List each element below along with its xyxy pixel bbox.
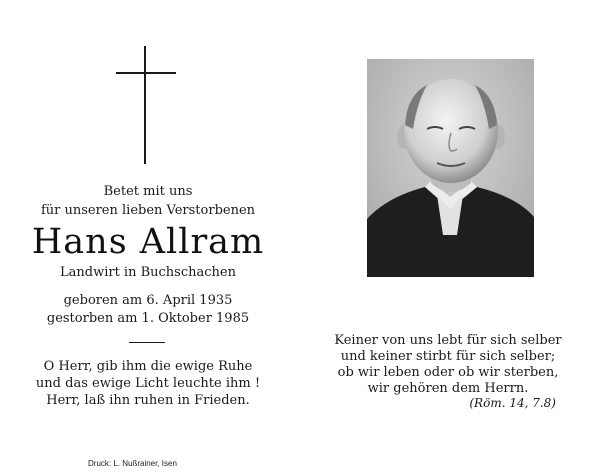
verse-reference: (Röm. 14, 7.8) [469, 396, 556, 410]
verse-line: und keiner stirbt für sich selber; [340, 349, 556, 364]
verse-line: Keiner von uns lebt für sich selber [334, 333, 562, 348]
portrait-photo [367, 59, 534, 277]
death-date: gestorben am 1. Oktober 1985 [46, 311, 250, 326]
verse-line: ob wir leben oder ob wir sterben, [337, 365, 559, 380]
prayer-line: und das ewige Licht leuchte ihm ! [35, 376, 261, 391]
prayer-line: Herr, laß ihn ruhen in Frieden. [46, 393, 250, 408]
bible-verse [330, 333, 566, 397]
pray-line: Betet mit uns [103, 184, 193, 199]
verse-line: wir gehören dem Herrn. [367, 381, 529, 396]
print-note: Druck: L. Nußrainer, Isen [88, 459, 177, 468]
pray-line: für unseren lieben Verstorbenen [40, 203, 256, 218]
birth-date: geboren am 6. April 1935 [63, 293, 233, 308]
prayer-line: O Herr, gib ihm die ewige Ruhe [43, 359, 253, 374]
latin-cross-icon [116, 46, 176, 164]
divider-line [129, 342, 165, 343]
deceased-occupation: Landwirt in Buchschachen [60, 265, 236, 280]
pray-text [0, 182, 296, 220]
life-dates [0, 292, 296, 328]
prayer-text [0, 358, 296, 409]
deceased-name: Hans Allram [31, 222, 265, 262]
